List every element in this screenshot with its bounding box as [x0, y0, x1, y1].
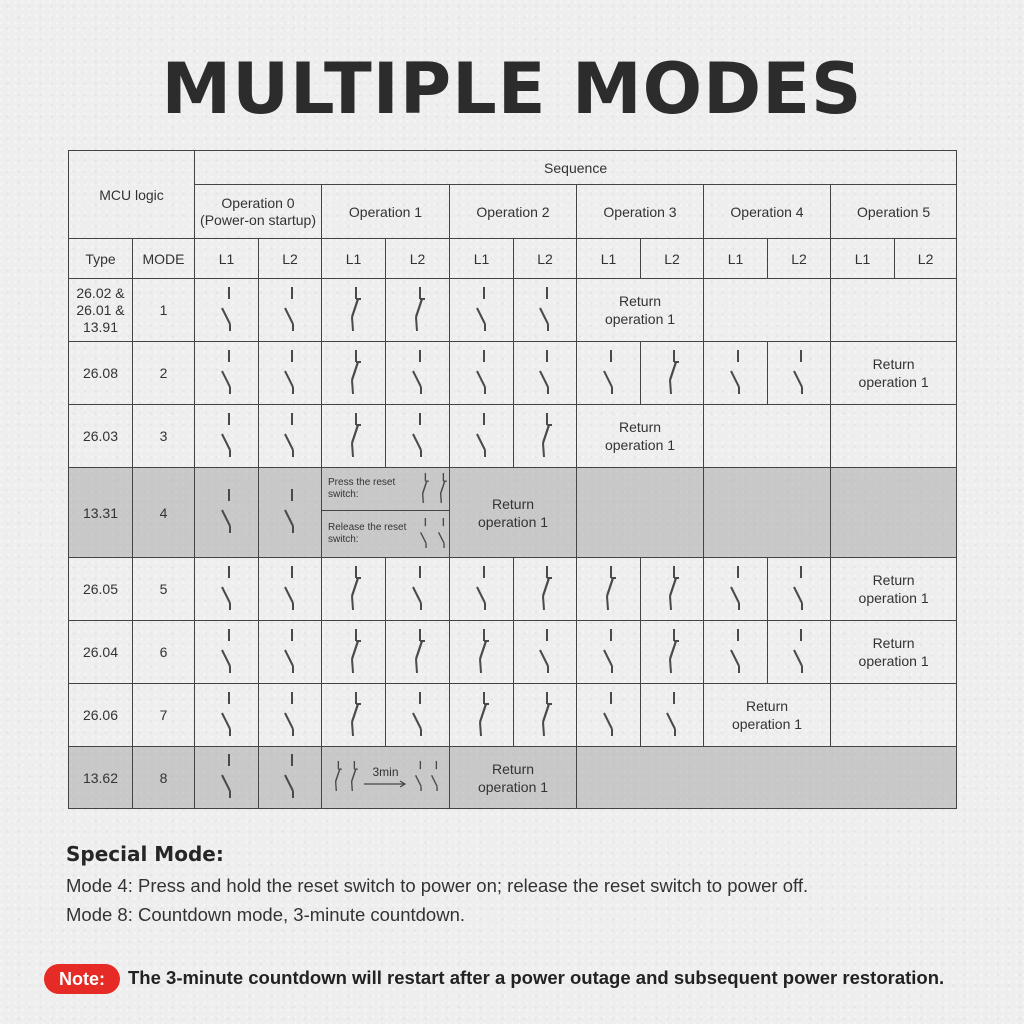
- switch-cell: [386, 621, 450, 684]
- l2-header: L2: [641, 239, 704, 279]
- switch-closed-icon: [662, 350, 682, 394]
- switch-open-icon: [599, 350, 619, 394]
- switch-open-icon: [789, 350, 809, 394]
- special-mode-heading: Special Mode:: [66, 842, 224, 866]
- empty-cell: [831, 279, 957, 342]
- switch-cell: [450, 342, 514, 405]
- switch-cell: [322, 405, 386, 468]
- type-cell: 13.31: [69, 468, 133, 558]
- switch-open-icon: [535, 350, 555, 394]
- note-badge: Note:: [44, 964, 120, 994]
- l1-header: L1: [704, 239, 768, 279]
- empty-cell: [831, 468, 957, 558]
- type-cell: 26.04: [69, 621, 133, 684]
- return-operation-cell: [450, 468, 577, 558]
- switch-cell: [386, 342, 450, 405]
- switch-open-icon: [280, 754, 300, 798]
- switch-cell: [195, 405, 259, 468]
- type-header: Type: [69, 239, 133, 279]
- switch-closed-icon: [599, 566, 619, 610]
- return-label: operation 1: [604, 311, 676, 327]
- switch-cell: [259, 621, 322, 684]
- switch-cell: [322, 621, 386, 684]
- operation-3-header: Operation 3: [577, 185, 704, 239]
- switch-cell: [577, 558, 641, 621]
- switch-cell: [704, 342, 768, 405]
- switch-closed-icon: [344, 413, 364, 457]
- return-operation-cell: [577, 279, 704, 342]
- switch-cell: [577, 621, 641, 684]
- switch-cell: [322, 684, 386, 747]
- switch-cell: [641, 342, 704, 405]
- switch-open-icon: [408, 413, 428, 457]
- switch-cell: [195, 342, 259, 405]
- switch-closed-icon: [535, 692, 555, 736]
- switch-closed-icon: [344, 629, 364, 673]
- switch-cell: [322, 279, 386, 342]
- switch-closed-icon: [662, 566, 682, 610]
- l2-header: L2: [768, 239, 831, 279]
- l1-header: L1: [450, 239, 514, 279]
- switch-cell: [641, 621, 704, 684]
- mode-cell: 2: [133, 342, 195, 405]
- switch-closed-icon: [472, 692, 492, 736]
- switch-cell: [641, 558, 704, 621]
- type-line: 26.01 &: [76, 301, 125, 318]
- return-operation-cell: [831, 621, 957, 684]
- switch-closed-icon: [535, 413, 555, 457]
- switch-cell: [259, 747, 322, 809]
- switch-cell: [386, 405, 450, 468]
- switch-cell: [514, 405, 577, 468]
- type-line: 26.02 &: [76, 284, 125, 301]
- switch-closed-icon: [344, 692, 364, 736]
- switch-cell: [450, 405, 514, 468]
- switch-cell: [577, 684, 641, 747]
- switch-open-icon: [472, 413, 492, 457]
- switch-open-icon: [217, 629, 237, 673]
- switch-open-icon: [217, 489, 237, 533]
- switch-cell: [386, 279, 450, 342]
- type-cell: 26.08: [69, 342, 133, 405]
- switch-open-icon: [408, 350, 428, 394]
- switch-open-icon: [789, 629, 809, 673]
- mode-header: MODE: [133, 239, 195, 279]
- switch-open-icon: [217, 350, 237, 394]
- mode-8-description: Mode 8: Countdown mode, 3-minute countdown.: [66, 904, 466, 925]
- switch-cell: [704, 621, 768, 684]
- switch-cell: [322, 342, 386, 405]
- return-label: Return: [619, 419, 662, 435]
- type-line: 13.91: [82, 318, 119, 335]
- return-label: operation 1: [604, 437, 676, 453]
- mode-cell: 3: [133, 405, 195, 468]
- empty-cell: [704, 279, 831, 342]
- switch-open-icon: [280, 692, 300, 736]
- release-reset-section: [322, 511, 449, 557]
- switch-open-icon: [280, 350, 300, 394]
- operation-4-header: Operation 4: [704, 185, 831, 239]
- switch-cell: [450, 279, 514, 342]
- switch-cell: [386, 558, 450, 621]
- switch-cell: [514, 684, 577, 747]
- switch-open-icon: [217, 566, 237, 610]
- mcu-logic-header: MCU logic: [69, 151, 195, 239]
- switch-closed-icon: [535, 566, 555, 610]
- switch-open-icon: [280, 413, 300, 457]
- return-label: operation 1: [858, 653, 929, 669]
- empty-cell: [577, 747, 957, 809]
- operation-0-header: [195, 185, 322, 239]
- type-cell: 26.05: [69, 558, 133, 621]
- switch-closed-icon: [417, 473, 431, 506]
- mode-cell: 7: [133, 684, 195, 747]
- return-label: operation 1: [858, 590, 929, 606]
- switch-cell: [450, 558, 514, 621]
- return-label: Return: [492, 760, 535, 777]
- return-operation-cell: [831, 342, 957, 405]
- return-label: operation 1: [477, 513, 549, 530]
- type-cell: 13.62: [69, 747, 133, 809]
- mode-cell: 1: [133, 279, 195, 342]
- switch-cell: [514, 558, 577, 621]
- return-label: operation 1: [731, 716, 803, 732]
- switch-closed-icon: [344, 287, 364, 331]
- switch-cell: [514, 342, 577, 405]
- return-label: operation 1: [477, 778, 549, 795]
- switch-open-icon: [280, 489, 300, 533]
- switch-open-icon: [217, 692, 237, 736]
- switch-closed-icon: [344, 566, 364, 610]
- type-cell: 26.06: [69, 684, 133, 747]
- return-label: Return: [746, 698, 789, 714]
- switch-open-icon: [726, 566, 746, 610]
- switch-cell: [322, 558, 386, 621]
- switch-cell: [386, 684, 450, 747]
- switch-open-icon: [789, 566, 809, 610]
- return-label: Return: [619, 293, 662, 309]
- countdown-label: 3min: [372, 765, 399, 779]
- switch-cell: [450, 621, 514, 684]
- switch-open-icon: [280, 566, 300, 610]
- return-label: Return: [872, 635, 915, 651]
- switch-open-icon: [217, 287, 237, 331]
- switch-open-icon: [280, 287, 300, 331]
- return-operation-cell: [704, 684, 831, 747]
- return-label: operation 1: [858, 374, 929, 390]
- switch-cell: [195, 279, 259, 342]
- press-reset-label: Press the reset switch:: [328, 477, 396, 500]
- switch-cell: [195, 558, 259, 621]
- mode-cell: 5: [133, 558, 195, 621]
- countdown-arrow: [364, 766, 408, 789]
- switch-cell: [641, 684, 704, 747]
- switch-closed-icon: [472, 629, 492, 673]
- modes-table: [68, 150, 957, 809]
- switch-cell: [768, 342, 831, 405]
- switch-open-icon: [408, 566, 428, 610]
- empty-cell: [831, 684, 957, 747]
- switch-cell: [195, 621, 259, 684]
- switch-open-icon: [417, 518, 431, 551]
- switch-cell: [768, 558, 831, 621]
- mode-cell: 8: [133, 747, 195, 809]
- switch-closed-icon: [330, 761, 344, 794]
- switch-cell: [259, 279, 322, 342]
- mode-4-description: Mode 4: Press and hold the reset switch to power on; release the reset switch to power off.: [66, 875, 809, 896]
- switch-open-icon: [662, 692, 682, 736]
- switch-open-icon: [726, 350, 746, 394]
- note-text: The 3-minute countdown will restart after a power outage and subsequent power restoration.: [128, 967, 945, 988]
- switch-open-icon: [599, 629, 619, 673]
- l1-header: L1: [577, 239, 641, 279]
- return-label: Return: [872, 572, 915, 588]
- return-operation-cell: [450, 747, 577, 809]
- type-cell: 26.03: [69, 405, 133, 468]
- switch-closed-icon: [662, 629, 682, 673]
- reset-switch-cell: [322, 468, 450, 558]
- switch-open-icon: [408, 692, 428, 736]
- return-operation-cell: [577, 405, 704, 468]
- switch-closed-icon: [408, 287, 428, 331]
- countdown-cell: [322, 747, 450, 809]
- countdown-diagram: [322, 761, 449, 794]
- switch-open-icon: [280, 629, 300, 673]
- switch-cell: [259, 684, 322, 747]
- press-reset-section: [322, 468, 449, 511]
- l1-header: L1: [831, 239, 895, 279]
- release-reset-label: Release the reset switch:: [328, 522, 407, 545]
- operation-1-header: Operation 1: [322, 185, 450, 239]
- l2-header: L2: [514, 239, 577, 279]
- l1-header: L1: [322, 239, 386, 279]
- return-label: Return: [872, 356, 915, 372]
- operation-0-title: Operation 0: [221, 194, 295, 211]
- mode-cell: 4: [133, 468, 195, 558]
- switch-cell: [577, 342, 641, 405]
- mode-cell: 6: [133, 621, 195, 684]
- switch-cell: [704, 558, 768, 621]
- empty-cell: [577, 468, 704, 558]
- switch-cell: [514, 621, 577, 684]
- switch-open-icon: [472, 350, 492, 394]
- page-title: MULTIPLE MODES: [161, 48, 863, 130]
- operation-5-header: Operation 5: [831, 185, 957, 239]
- type-cell: [69, 279, 133, 342]
- switch-cell: [768, 621, 831, 684]
- l2-header: L2: [259, 239, 322, 279]
- switch-cell: [514, 279, 577, 342]
- switch-open-icon: [428, 761, 442, 794]
- switch-open-icon: [217, 413, 237, 457]
- operation-2-header: Operation 2: [450, 185, 577, 239]
- switch-cell: [259, 468, 322, 558]
- switch-cell: [195, 684, 259, 747]
- return-operation-cell: [831, 558, 957, 621]
- empty-cell: [704, 468, 831, 558]
- switch-cell: [259, 342, 322, 405]
- l1-header: L1: [195, 239, 259, 279]
- switch-open-icon: [726, 629, 746, 673]
- switch-open-icon: [535, 287, 555, 331]
- operation-0-subtitle: (Power-on startup): [200, 211, 316, 228]
- switch-open-icon: [217, 754, 237, 798]
- switch-open-icon: [599, 692, 619, 736]
- switch-closed-icon: [344, 350, 364, 394]
- switch-open-icon: [472, 287, 492, 331]
- l2-header: L2: [895, 239, 957, 279]
- empty-cell: [704, 405, 831, 468]
- l2-header: L2: [386, 239, 450, 279]
- switch-cell: [259, 558, 322, 621]
- switch-cell: [259, 405, 322, 468]
- switch-open-icon: [472, 566, 492, 610]
- switch-closed-icon: [435, 473, 449, 506]
- empty-cell: [831, 405, 957, 468]
- switch-cell: [195, 747, 259, 809]
- switch-open-icon: [435, 518, 449, 551]
- switch-open-icon: [535, 629, 555, 673]
- arrow-right-icon: [364, 779, 408, 789]
- switch-open-icon: [412, 761, 426, 794]
- switch-cell: [195, 468, 259, 558]
- return-label: Return: [492, 495, 535, 512]
- switch-cell: [450, 684, 514, 747]
- switch-closed-icon: [346, 761, 360, 794]
- sequence-header: Sequence: [195, 151, 957, 185]
- switch-closed-icon: [408, 629, 428, 673]
